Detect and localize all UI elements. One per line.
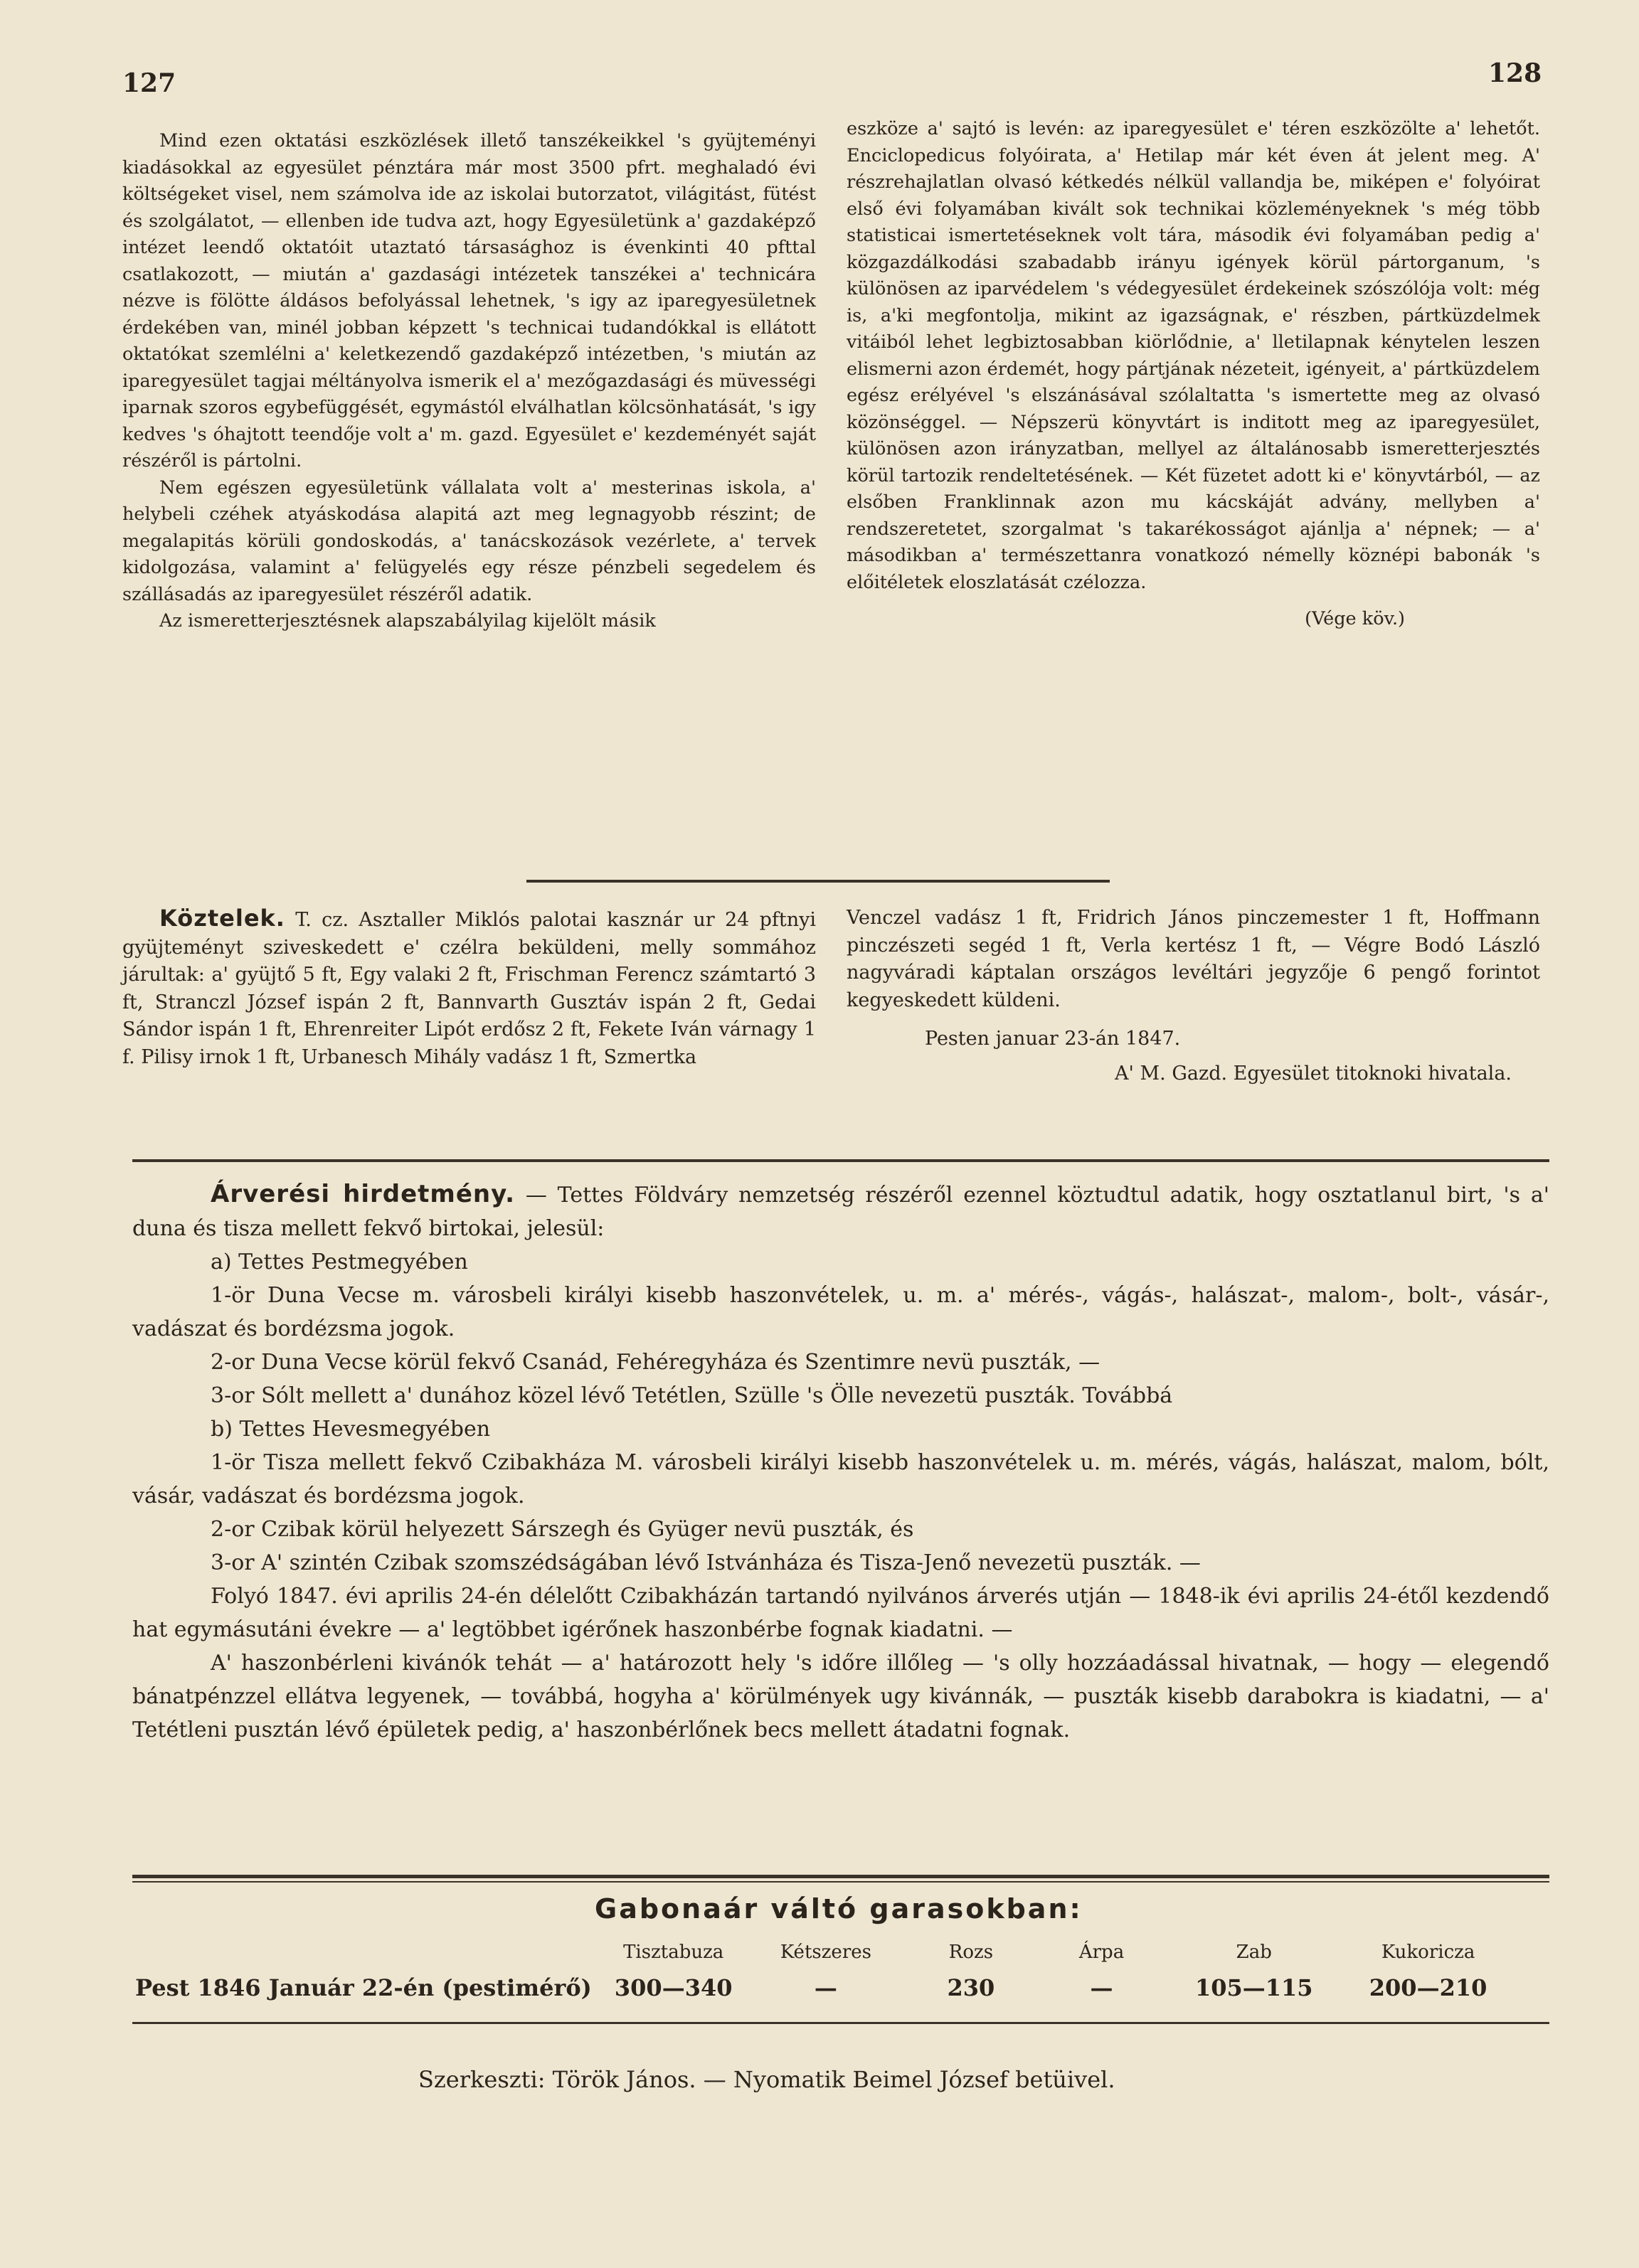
article-paragraph: Nem egészen egyesületünk vállalata volt a' mesterinas iskola, a' helybeli czéhek atyáskodása alapitá azt meg legnagyobb részint; de megalapitás körüli gondoskodás, a' tanácskozások vezérlete, a' tervek kidolgozása, valamint a' felügyelés egy része pénzbeli segedelem és szállásadás az iparegyesület részéről adatik.: [122, 477, 816, 605]
price-cell: 105—115: [1194, 1974, 1313, 2001]
page-number-right: 128: [1488, 58, 1542, 88]
koztelek-text: T. cz. Asztaller Miklós palotai kasznár ur 24 pftnyi gyüjteményt sziveskedett e' czélra beküldeni, melly sommához járultak: a' gyüjtő 5 ft, Egy valaki 2 ft, Frischman Ferencz számtartó 3 ft, Stranczl József ispán 2 ft, Bannvarth Gusztáv ispán 2 ft, Gedai Sándor ispán 1 ft, Ehrenreiter Lipót erdősz 2 ft, Fekete Iván várnagy 1 f. Pilisy irnok 1 ft, Urbanesch Mihály vadász 1 ft, Szmertka: [122, 909, 816, 1068]
arveresi-intro-text: — Tettes Földváry nemzetség részéről ezennel köztudtul adatik, hogy osztatlanul birt, 's a' duna és tisza mellett fekvő birtokai, jelesül:: [132, 1183, 1549, 1241]
arveresi-item: 2-or Duna Vecse körül fekvő Csanád, Fehéregyháza és Szentimre nevü puszták, —: [211, 1350, 1100, 1375]
prices-table: [135, 1934, 1515, 2006]
koztelek-left: [122, 905, 816, 1071]
article-paragraph: Mind ezen oktatási eszközlések illető tanszékeikkel 's gyüjteményi kiadásokkal az egyesület pénztára már most 3500 pfrt. meghaladó évi költségeket visel, nem számolva ide az iskolai butorzatot, világitást, fütést és szolgálatot, — ellenben ide tudva azt, hogy Egyesületünk a' gazdaképző intézet leendő oktatóit utaztató társasághoz is évenkinti 40 pfttal csatlakozott, — miután a' gazdasági intézetek tanszékei a' technicára nézve is fölötte áldásos befolyással lehetnek, 's igy az iparegyesületnek érdekében van, minél jobban képzett 's technicai tudandókkal is ellátott oktatókat szemlélni a' keletkezendő gazdaképző intézetben, 's miután az iparegyesület tagjai méltányolva ismerik el a' mezőgazdasági és müvességi iparnak szoros egybefüggését, egymástól elválhatlan kölcsönhatását, 's igy kedves 's óhajtott teendője volt a' m. gazd. Egyesület e' kezdeményét saját részéről is pártolni.: [122, 130, 816, 472]
prices-header-row: [135, 1934, 1515, 1970]
price-cell: —: [814, 1974, 837, 2001]
row-label: Pest 1846 Január 22-én (pestimérő): [135, 1974, 592, 2001]
section-rule: [132, 1875, 1549, 1878]
prices-row: [135, 1970, 1515, 2006]
arveresi-block: [132, 1178, 1549, 1747]
arveresi-paragraph: A' haszonbérleni kivánók tehát — a' határozott hely 's időre illőleg — 's olly hozzáadással hivatnak, — hogy — elegendő bánatpénzzel ellátva legyenek, — továbbá, hogyha a' körülmények ugy kivánnák, — puszták kisebb darabokra is kiadatni, — a' Tetétleni pusztán lévő épületek pedig, a' haszonbérlőnek becs mellett átadatni fognak.: [132, 1651, 1549, 1742]
prices-corner: [135, 1934, 601, 1970]
article-right-column: [847, 116, 1540, 633]
price-cell: 300—340: [614, 1974, 733, 2001]
article-left-column: [122, 128, 816, 635]
koztelek-date: Pesten januar 23-án 1847.: [925, 1028, 1181, 1050]
price-cell: 200—210: [1369, 1974, 1487, 2001]
section-rule: [132, 1159, 1549, 1162]
column-header: Tisztabuza: [623, 1942, 724, 1963]
column-header: Rozs: [948, 1942, 994, 1963]
koztelek-heading: Köztelek.: [159, 905, 285, 932]
arveresi-item: 3-or Sólt mellett a' dunához közel lévő Tetétlen, Szülle 's Ölle nevezetü puszták. Továbbá: [211, 1383, 1173, 1408]
arveresi-b-label: b) Tettes Hevesmegyében: [211, 1417, 491, 1442]
column-header: Árpa: [1078, 1942, 1125, 1963]
price-cell: 230: [947, 1974, 995, 2001]
article-paragraph: Az ismeretterjesztésnek alapszabályilag kijelölt másik: [159, 610, 656, 632]
price-cell: —: [1090, 1974, 1113, 2001]
koztelek-right: [847, 905, 1540, 1087]
arveresi-item: 1-ör Duna Vecse m. városbeli királyi kisebb haszonvételek, u. m. a' mérés-, vágás-, halászat-, malom-, bolt-, vásár-, vadászat és bordézsma jogok.: [132, 1283, 1549, 1341]
arveresi-a-label: a) Tettes Pestmegyében: [211, 1250, 468, 1274]
arveresi-intro: [132, 1178, 1549, 1245]
arveresi-item: 2-or Czibak körül helyezett Sárszegh és Gyüger nevü puszták, és: [211, 1517, 914, 1542]
section-rule: [132, 2022, 1549, 2024]
arveresi-heading: Árverési hirdetmény.: [211, 1180, 516, 1208]
footer-imprint: Szerkeszti: Török János. — Nyomatik Beimel József betüivel.: [418, 2066, 1115, 2093]
continued-note: (Vége köv.): [1305, 608, 1405, 629]
arveresi-item: 3-or A' szintén Czibak szomszédságában lévő Istvánháza és Tisza-Jenő nevezetü puszták. —: [211, 1550, 1201, 1575]
article-paragraph: eszköze a' sajtó is levén: az iparegyesület e' téren eszközölte a' lehetőt. Enciclopedicus folyóirata, a' Hetilap már két éven át jelent meg. A' részrehajlatlan olvasó kétkedés nélkül vallandja be, miképen e' folyóirat első évi folyamában kivált sok technikai közleményeknek 's még több statisticai ismertetéseknek volt tára, második évi folyamában pedig a' közgazdálkodási szabadabb irányu igények körül pártorganum, 's különösen az iparvédelem 's védegyesület érdekeinek szószólója volt: még is, a'ki megfontolja, mikint az igazságnak, e' részben, pártküzdelmek vitáiból lehet legbiztosabban kiörlődnie, a' lletilapnak kénytelen leszen elismerni azon érdemét, hogy pártjának nézeteit, igényeit, a' pártküzdelem egész erélyével 's elszánásával szólaltatta 's ismertette meg az olvasó közönséggel. — Népszerü könyvtárt is inditott meg az iparegyesület, különösen azon irányzatban, mellyel az általánosabb ismeretterjesztés körül tartozik rendeltetésének. — Két füzetet adott ki e' könyvtárból, — az elsőben Franklinnak azon mu kácskáját advány, mellyben a' rendszeretetet, szorgalmat 's takarékosságot ajánlja a' népnek; — a' másodikban a' természettanra vonatkozó némelly köznépi babonák 's előitéletek eloszlatását czélozza.: [847, 118, 1540, 593]
koztelek-paragraph: Venczel vadász 1 ft, Fridrich János pinczemester 1 ft, Hoffmann pinczészeti segéd 1 ft, Verla kertész 1 ft, — Végre Bodó László nagyváradi káptalan országos levéltári jegyzője 6 pengő forintot kegyeskedett küldeni.: [847, 907, 1540, 1011]
column-header: Kukoricza: [1381, 1942, 1475, 1963]
arveresi-paragraph: Folyó 1847. évi aprilis 24-én délelőtt Czibakházán tartandó nyilvános árverés utján — 1848-ik évi aprilis 24-étől kezdendő hat egymásutáni évekre — a' legtöbbet igérőnek haszonbérbe fognak kiadatni. —: [132, 1584, 1549, 1642]
section-rule: [132, 1881, 1549, 1883]
arveresi-item: 1-ör Tisza mellett fekvő Czibakháza M. városbeli királyi kisebb haszonvételek u. m. mérés, vágás, halászat, malom, bólt, vásár, vadászat és bordézsma jogok.: [132, 1450, 1549, 1508]
koztelek-signature: A' M. Gazd. Egyesület titoknoki hivatala.: [1115, 1062, 1512, 1085]
page-number-left: 127: [122, 68, 176, 98]
prices-heading: Gabonaár váltó garasokban:: [595, 1893, 1083, 1924]
section-rule: [526, 880, 1110, 883]
koztelek-paragraph: [122, 905, 816, 1071]
column-header: Kétszeres: [780, 1942, 871, 1963]
column-header: Zab: [1236, 1942, 1272, 1963]
